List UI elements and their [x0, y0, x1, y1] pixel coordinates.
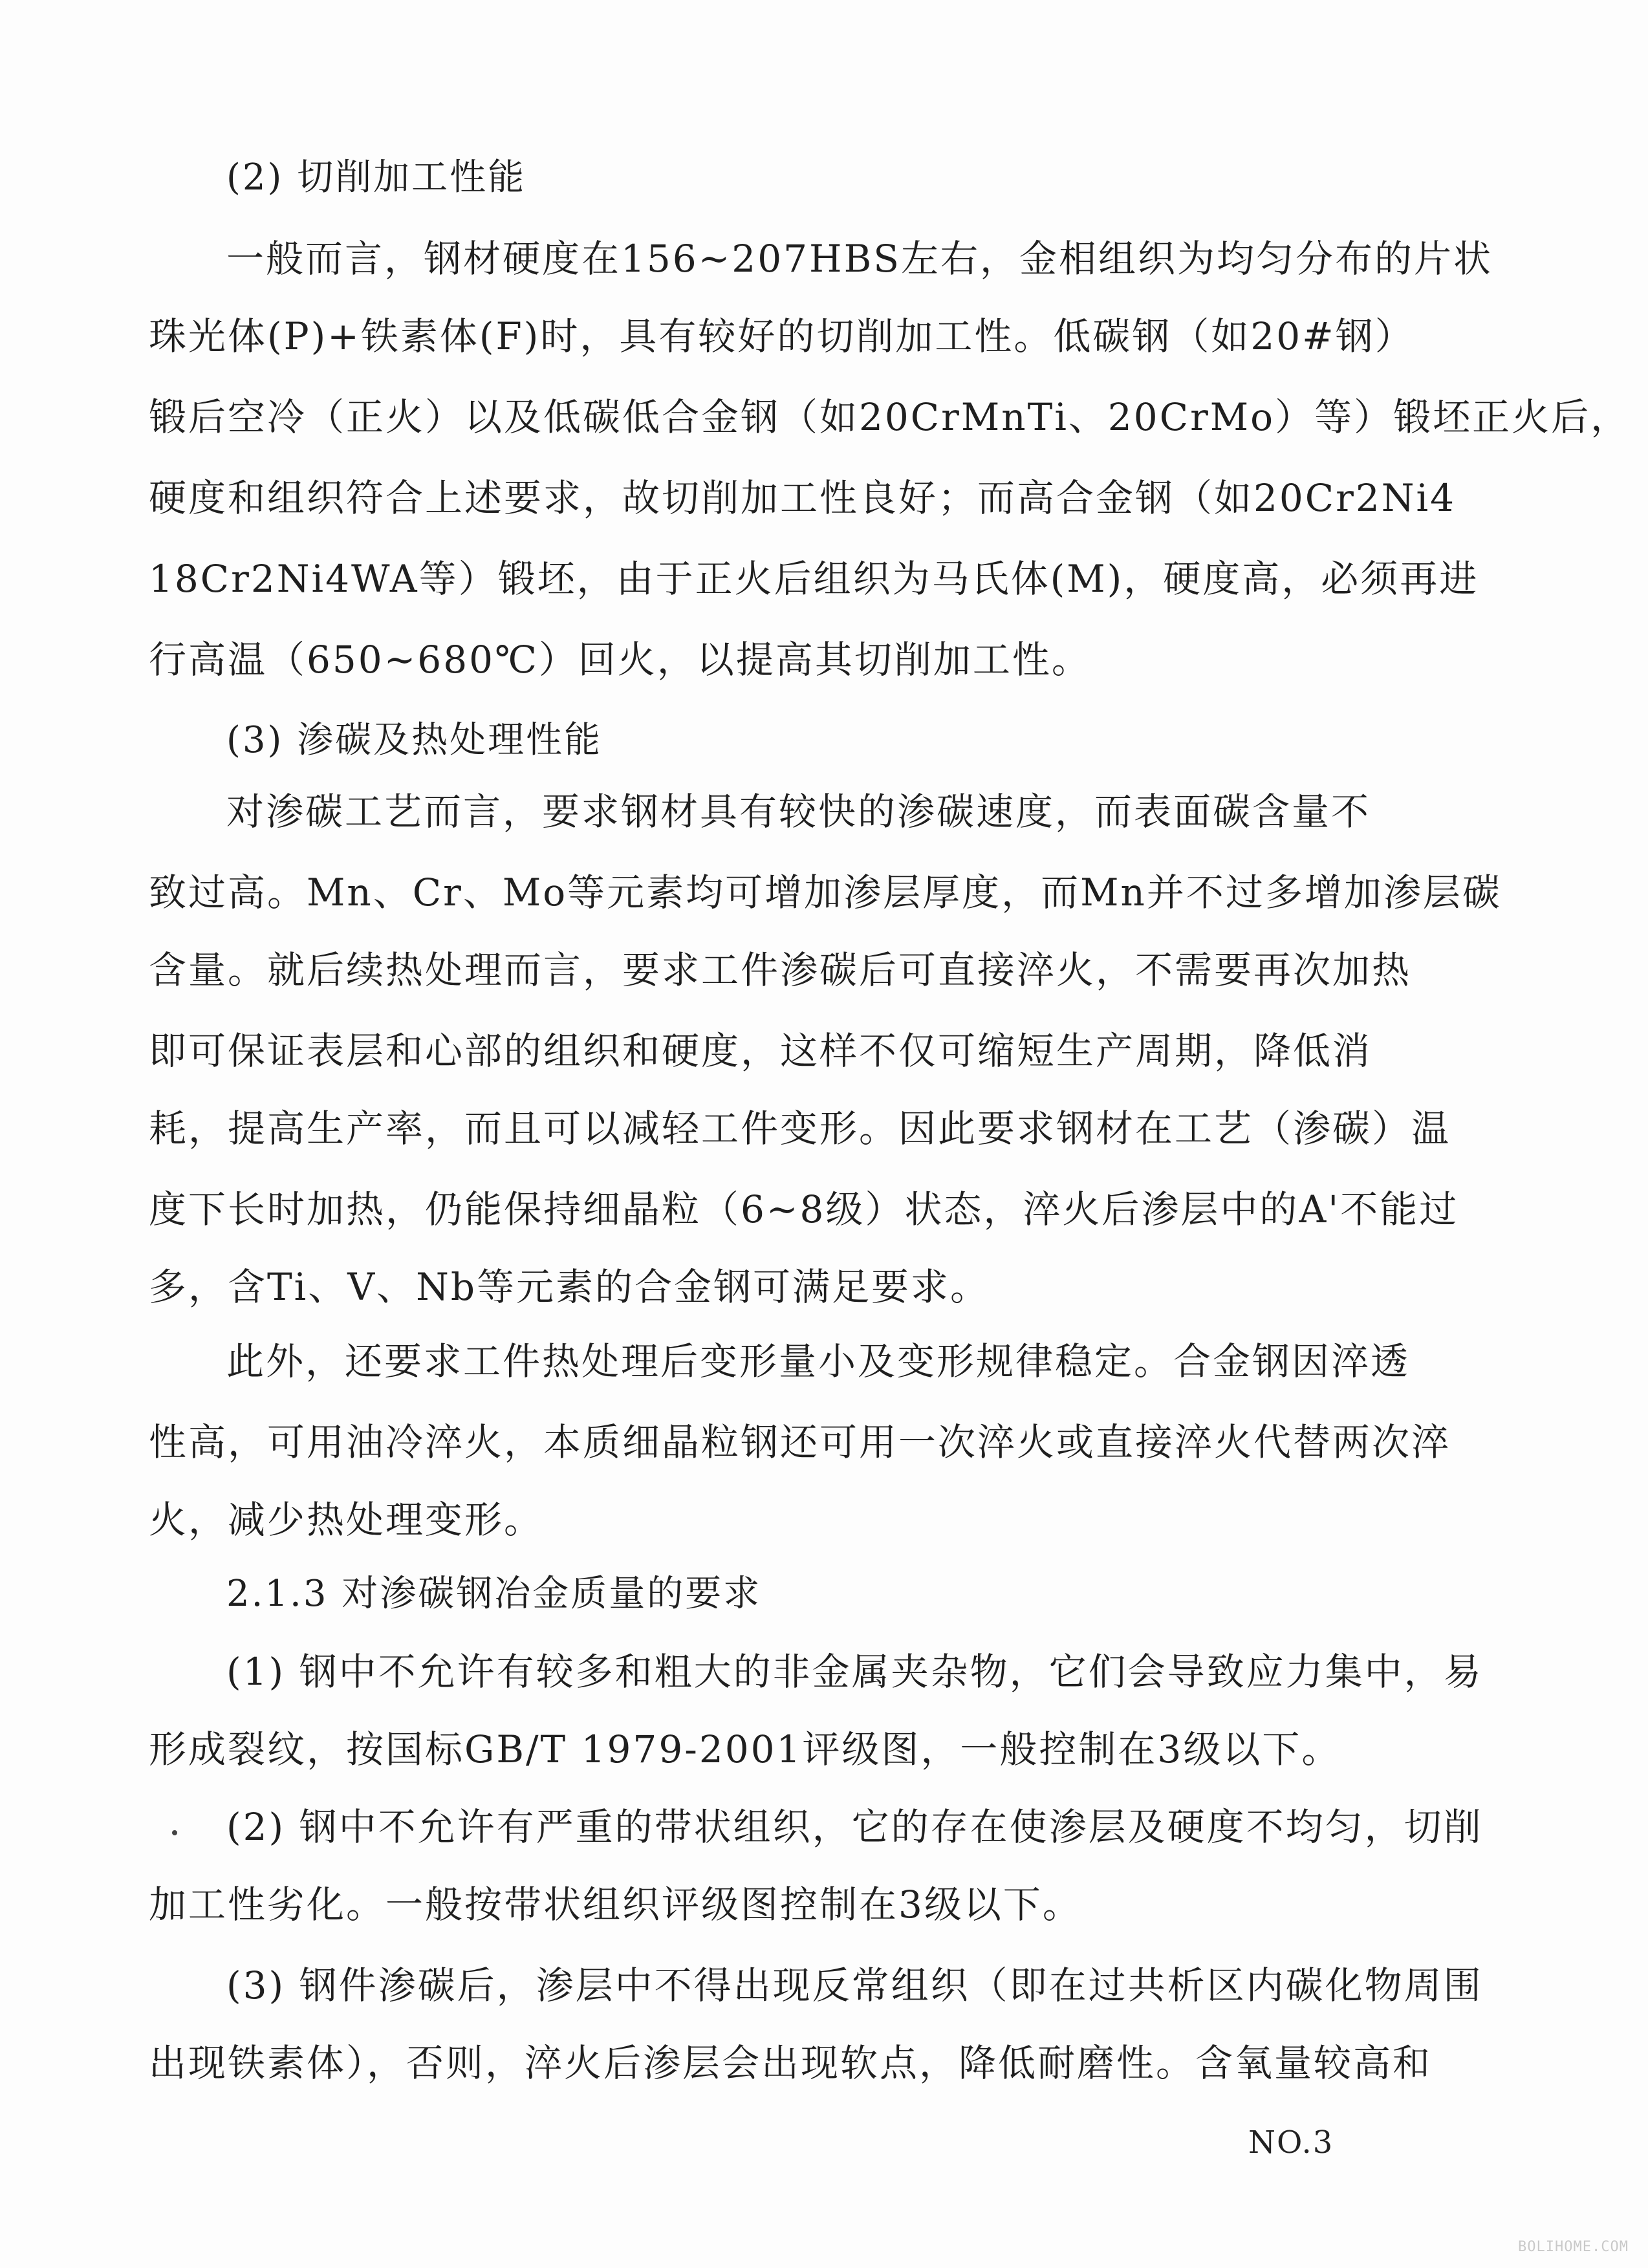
text-line: (3) 钢件渗碳后，渗层中不得出现反常组织（即在过共析区内碳化物周围	[226, 1963, 1483, 2007]
text-line: 出现铁素体），否则，淬火后渗层会出现软点，降低耐磨性。含氧量较高和	[149, 2041, 1433, 2085]
text-line: 硬度和组织符合上述要求，故切削加工性良好；而高合金钢（如20Cr2Ni4	[149, 476, 1457, 520]
text-line: 耗，提高生产率，而且可以减轻工件变形。因此要求钢材在工艺（渗碳）温	[149, 1107, 1451, 1150]
section-heading: 2.1.3 对渗碳钢冶金质量的要求	[226, 1573, 762, 1615]
text-line: 形成裂纹，按国标GB/T 1979-2001评级图，一般控制在3级以下。	[149, 1727, 1341, 1771]
text-line: 度下长时加热，仍能保持细晶粒（6~8级）状态，淬火后渗层中的A'不能过	[149, 1187, 1459, 1231]
text-line: 致过高。Mn、Cr、Mo等元素均可增加渗层厚度，而Mn并不过多增加渗层碳	[149, 870, 1502, 914]
ink-speck	[172, 1830, 177, 1835]
text-line: 18Cr2Ni4WA等）锻坯，由于正火后组织为马氏体(M)，硬度高，必须再进	[149, 557, 1479, 601]
section-heading: (3) 渗碳及热处理性能	[226, 719, 603, 761]
text-line: 锻后空冷（正火）以及低碳低合金钢（如20CrMnTi、20CrMo）等）锻坯正火后，	[149, 395, 1631, 439]
text-line: 火，减少热处理变形。	[149, 1498, 544, 1542]
text-line: (2) 钢中不允许有严重的带状组织，它的存在使渗层及硬度不均匀，切削	[226, 1805, 1483, 1849]
text-line: 此外，还要求工件热处理后变形量小及变形规律稳定。合金钢因淬透	[226, 1339, 1411, 1383]
text-line: 行高温（650~680℃）回火，以提高其切削加工性。	[149, 638, 1091, 682]
text-line: 一般而言，钢材硬度在156~207HBS左右，金相组织为均匀分布的片状	[226, 237, 1493, 281]
text-line: 加工性劣化。一般按带状组织评级图控制在3级以下。	[149, 1883, 1082, 1927]
text-line: 珠光体(P)+铁素体(F)时，具有较好的切削加工性。低碳钢（如20#钢）	[149, 314, 1415, 358]
text-line: (1) 钢中不允许有较多和粗大的非金属夹杂物，它们会导致应力集中，易	[226, 1650, 1483, 1694]
text-line: 多，含Ti、V、Nb等元素的合金钢可满足要求。	[149, 1265, 990, 1309]
text-line: 即可保证表层和心部的组织和硬度，这样不仅可缩短生产周期，降低消	[149, 1029, 1372, 1073]
text-line: 对渗碳工艺而言，要求钢材具有较快的渗碳速度，而表面碳含量不	[226, 790, 1371, 834]
section-heading: (2) 切削加工性能	[226, 157, 526, 199]
watermark: BOLIHOME.COM	[1518, 2239, 1629, 2255]
text-line: 性高，可用油冷淬火，本质细晶粒钢还可用一次淬火或直接淬火代替两次淬	[149, 1420, 1451, 1464]
page-number: NO.3	[1248, 2124, 1334, 2161]
text-line: 含量。就后续热处理而言，要求工件渗碳后可直接淬火，不需要再次加热	[149, 948, 1412, 992]
